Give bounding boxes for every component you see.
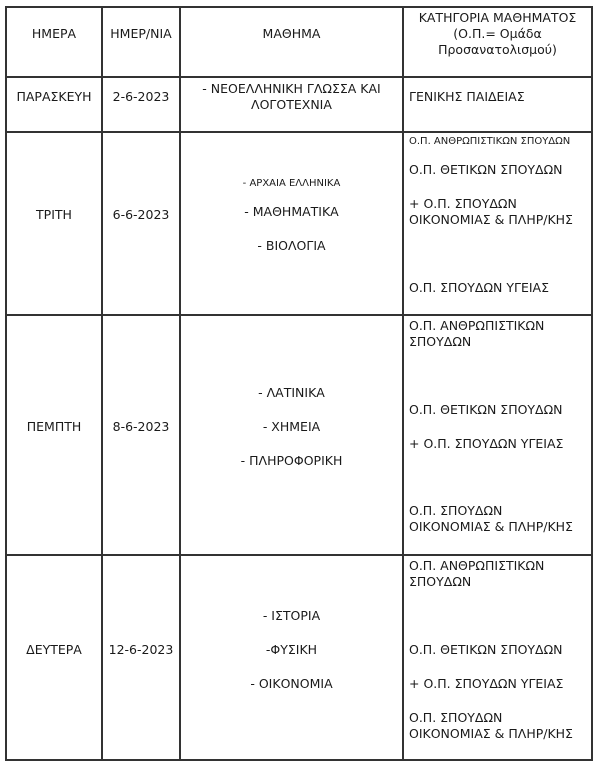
border-row2 xyxy=(5,314,593,316)
row4-subject-2: -ΦΥΣΙΚΗ xyxy=(265,642,318,657)
row2-date: 6-6-2023 xyxy=(112,207,170,222)
border-right xyxy=(591,6,593,761)
row1-date: 2-6-2023 xyxy=(112,89,170,104)
row4-category-3: Ο.Π. ΘΕΤΙΚΩΝ ΣΠΟΥΔΩΝ xyxy=(409,642,563,657)
row2-category-1: Ο.Π. ΑΝΘΡΩΠΙΣΤΙΚΩΝ ΣΠΟΥΔΩΝ xyxy=(409,136,571,147)
border-header xyxy=(5,76,593,78)
row2-category-3: + Ο.Π. ΣΠΟΥΔΩΝ xyxy=(409,196,517,211)
header-category-line1: ΚΑΤΗΓΟΡΙΑ ΜΑΘΗΜΑΤΟΣ xyxy=(418,10,577,25)
row2-category-5: Ο.Π. ΣΠΟΥΔΩΝ ΥΓΕΙΑΣ xyxy=(409,280,549,295)
row3-category-3: Ο.Π. ΘΕΤΙΚΩΝ ΣΠΟΥΔΩΝ xyxy=(409,402,563,417)
row3-day: ΠΕΜΠΤΗ xyxy=(26,419,82,434)
border-top xyxy=(5,6,593,8)
border-col3 xyxy=(402,6,404,761)
header-category-line2: (Ο.Π.= Ομάδα xyxy=(453,26,542,41)
row3-subject-2: - ΧΗΜΕΙΑ xyxy=(262,419,321,434)
row3-category-2: ΣΠΟΥΔΩΝ xyxy=(409,334,472,349)
row2-day: ΤΡΙΤΗ xyxy=(36,207,72,222)
row2-subject-2: - ΜΑΘΗΜΑΤΙΚΑ xyxy=(244,204,339,219)
row2-subject-3: - ΒΙΟΛΟΓΙΑ xyxy=(257,238,326,253)
header-date: ΗΜΕΡ/ΝΙΑ xyxy=(110,26,172,41)
row4-category-2: ΣΠΟΥΔΩΝ xyxy=(409,574,472,589)
row4-subject-1: - ΙΣΤΟΡΙΑ xyxy=(262,608,321,623)
row4-category-6: ΟΙΚΟΝΟΜΙΑΣ & ΠΛΗΡ/ΚΗΣ xyxy=(409,726,573,741)
row3-category-6: ΟΙΚΟΝΟΜΙΑΣ & ΠΛΗΡ/ΚΗΣ xyxy=(409,519,573,534)
row2-category-2: Ο.Π. ΘΕΤΙΚΩΝ ΣΠΟΥΔΩΝ xyxy=(409,162,563,177)
row3-subject-1: - ΛΑΤΙΝΙΚΑ xyxy=(258,385,325,400)
row3-subject-3: - ΠΛΗΡΟΦΟΡΙΚΗ xyxy=(240,453,343,468)
row2-category-4: ΟΙΚΟΝΟΜΙΑΣ & ΠΛΗΡ/ΚΗΣ xyxy=(409,212,573,227)
header-day: ΗΜΕΡΑ xyxy=(31,26,77,41)
row3-date: 8-6-2023 xyxy=(112,419,170,434)
border-bottom xyxy=(5,759,593,761)
row4-category-4: + Ο.Π. ΣΠΟΥΔΩΝ ΥΓΕΙΑΣ xyxy=(409,676,564,691)
row2-subject-1: - ΑΡΧΑΙΑ ΕΛΛΗΝΙΚΑ xyxy=(242,178,341,189)
row1-day: ΠΑΡΑΣΚΕΥΗ xyxy=(16,89,92,104)
header-subject: ΜΑΘΗΜΑ xyxy=(262,26,321,41)
row4-category-1: Ο.Π. ΑΝΘΡΩΠΙΣΤΙΚΩΝ xyxy=(409,558,545,573)
row3-category-5: Ο.Π. ΣΠΟΥΔΩΝ xyxy=(409,503,503,518)
border-row3 xyxy=(5,554,593,556)
row4-day: ΔΕΥΤΕΡΑ xyxy=(26,642,82,657)
row3-category-1: Ο.Π. ΑΝΘΡΩΠΙΣΤΙΚΩΝ xyxy=(409,318,545,333)
row1-category: ΓΕΝΙΚΗΣ ΠΑΙΔΕΙΑΣ xyxy=(409,89,525,104)
border-row1 xyxy=(5,131,593,133)
header-category-line3: Προσανατολισμού) xyxy=(438,42,557,57)
row4-category-5: Ο.Π. ΣΠΟΥΔΩΝ xyxy=(409,710,503,725)
row4-date: 12-6-2023 xyxy=(108,642,174,657)
row1-subject-line1: - ΝΕΟΕΛΛΗΝΙΚΗ ΓΛΩΣΣΑ ΚΑΙ xyxy=(202,81,381,96)
row4-subject-3: - ΟΙΚΟΝΟΜΙΑ xyxy=(250,676,333,691)
row1-subject-line2: ΛΟΓΟΤΕΧΝΙΑ xyxy=(251,97,332,112)
row3-category-4: + Ο.Π. ΣΠΟΥΔΩΝ ΥΓΕΙΑΣ xyxy=(409,436,564,451)
